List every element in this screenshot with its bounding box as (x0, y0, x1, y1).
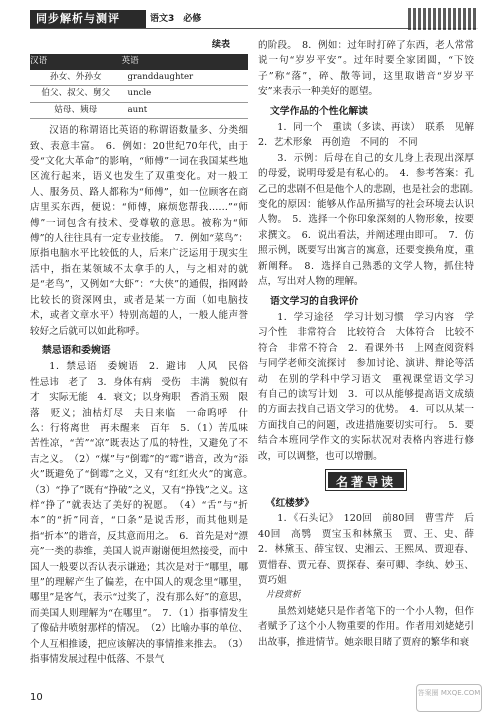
table-row (30, 86, 248, 102)
section-banner: 名著导读 (326, 470, 406, 490)
table-cell: 伯父、叔父、舅父 (30, 86, 122, 102)
table-cell: uncle (122, 86, 248, 102)
answer-item: 1．同一个 重读（多读、再读） 联系 见解 2．艺术形象 再创造 不同的 不同 (258, 122, 484, 149)
table-row (30, 102, 248, 118)
table-cell: aunt (122, 102, 248, 118)
book-title: 同步解析与测评 (30, 10, 146, 28)
watermark-logo: 答案圈 MXQE.COM (416, 684, 482, 712)
answer-paragraph: 虽然刘姥姥只是作者笔下的一个小人物，但作者赋予了这个小人物重要的作用。作者用刘姥姥引出故事，推进情节。她亲眼目睹了贾府的繁华和衰 (258, 605, 474, 648)
answer-paragraph: 1．禁忌语 委婉语 2．避讳 人风 民俗 性忌讳 老了 3．身体有病 受伤 丰满 貌似有才 实际无能 4．衰文；以身殉职 香消玉殒 限落 贬义；油枯灯尽 夫日来临 一命呜呼 什么：行将离世 再未醒来 百年 5．（1）苦瓜味苦性凉，“苦”“凉”既表达了瓜的特性，又避免了不吉之义。 （2）“煤”与“倒霉”的“霉”谐音，改为“添火”既避免了“倒霉”之义，又有“红红火火”的寓意。 （3）“挣了”既有“挣破”之义，又有“挣钱”之义。这样“挣了”就表达了美好的祝愿。 （4）“舌”与“折本”的“折”同音，“口条”是说舌形，而其他则是指“折本”的谐音，反其意而用之。 6．首先是对“漂亮”一类的恭维，美国人说声谢谢便坦然接受，而中国人一般要以否认表示谦逊；其次是对于“哪里，哪里”的理解产生了偏差，在中国人的观念里“哪里，哪里”是客气，表示“过奖了，没有那么好”的意思，而美国人则理解为“在哪里”。 7．（1）指事情发生了像砧井喷射那样的情况。 （2）比喻办事的单位、个人互相推诿，把应该解决的事情推来推去。 （3）指事情发展过程中低落、不景气 (30, 361, 258, 666)
table-row (30, 70, 248, 86)
section-heading: 语文学习的自我评价 (270, 295, 359, 307)
page-number: 10 (30, 692, 43, 703)
header-decoration (408, 8, 478, 30)
answer-item: 3．示例：后母在自己的女儿身上表现出深厚的母爱，说明母爱是有私心的。 4．参考答案：孔乙己的悲剧不但是他个人的悲剧，也是社会的悲剧。 变化的原因：能够从作品所描写的社会环境去认识人物。 5．选择一个你印象深刻的人物形象，按要求撰文。 6．说出看法，并阐述理由即可。 7．仿照示例，既要写出寓言的寓意，还要变换角度，重新阐释。 8．选择自己熟悉的文学人物，抓住特点，写出对人物的理解。 (258, 152, 484, 288)
left-column (30, 38, 258, 667)
subsection-label: 片段赏析 (266, 590, 301, 601)
table-cell: granddaughter (122, 70, 248, 86)
table-header-row (30, 54, 248, 70)
table-cell: 孙女、外孙女 (30, 70, 122, 86)
answer-item: 1．学习途径 学习计划习惯 学习内容 学习个性 非常符合 比较符合 大体符合 比较不符合 非常不符合 2．看课外书 上网查阅资料 与同学老师交流探讨 参加讨论、演讲、辩论等活动 在别的学科中学习语文 重视课堂语文学习 有自己的读写计划 3．可以从能够提高语文成绩的方面去找自己语文学习的优势。 4．可以从某一方面找自己的问题，改进措施要切实可行。 5．要结合本班同学作文的实际状况对表格内容进行修改，可以调整，也可以增删。 (258, 311, 484, 462)
answer-item: 1．《石头记》 120回 前80回 曹雪芹 后40回 高鹗 贾宝玉和林黛玉 贾、王、史、薛 2．林黛玉、薛宝钗、史湘云、王熙凤、贾迎春、贾惜春、贾元春、贾探春、秦可卿、李纨、妙玉、贾巧姐 (258, 513, 484, 586)
kinship-terms-table (30, 54, 248, 119)
answer-paragraph: 的阶段。 8．例如：过年时打碎了东西，老人常常说一句“岁岁平安”。过年时要全家团圆，“下饺子”称“落”，碎、散等词，这里取谐音“岁岁平安”来表示一种美好的愿望。 (258, 40, 474, 98)
table-header-english: 英语 (122, 54, 248, 70)
right-column (258, 38, 484, 650)
subject-label: 语文3 必修 (150, 14, 202, 24)
page-header (22, 8, 478, 30)
answer-paragraph: 汉语的称谓语比英语的称谓语数量多、分类细致、表意丰富。 6．例如：20世纪70年代，由于受“文化大革命”的影响，“师傅”一词在我国某些地区流行起来，语义也发生了双重变化。对一般工人、服务员、路人都称为“师傅”，如一位顾客在商店里买东西，便说：“师傅，麻烦您帮我……”“师傅”一词包含有技术、受尊敬的意思。被称为“师傅”的人往往具有一定专业技能。 7．例如“菜鸟”：原指电脑水平比较低的人，后来广泛运用于现实生活中，指在某领域不太拿手的人，与之相对的就是“老鸟”，又例如“大虾”：“大侠”的通假，指网龄比较长的资深网虫，或者是某一方面（如电脑技术，或者文章水平）特别高超的人，一般人能声誉较好之后就可以如此称呼。 (30, 125, 248, 337)
continued-label: 续表 (211, 40, 230, 50)
table-cell: 姑母、姨母 (30, 102, 122, 118)
table-header-chinese: 汉语 (30, 54, 122, 70)
section-heading: 文学作品的个性化解读 (270, 105, 368, 117)
section-heading: 禁忌语和委婉语 (42, 344, 111, 356)
book-name: 《红楼梦》 (266, 497, 314, 509)
